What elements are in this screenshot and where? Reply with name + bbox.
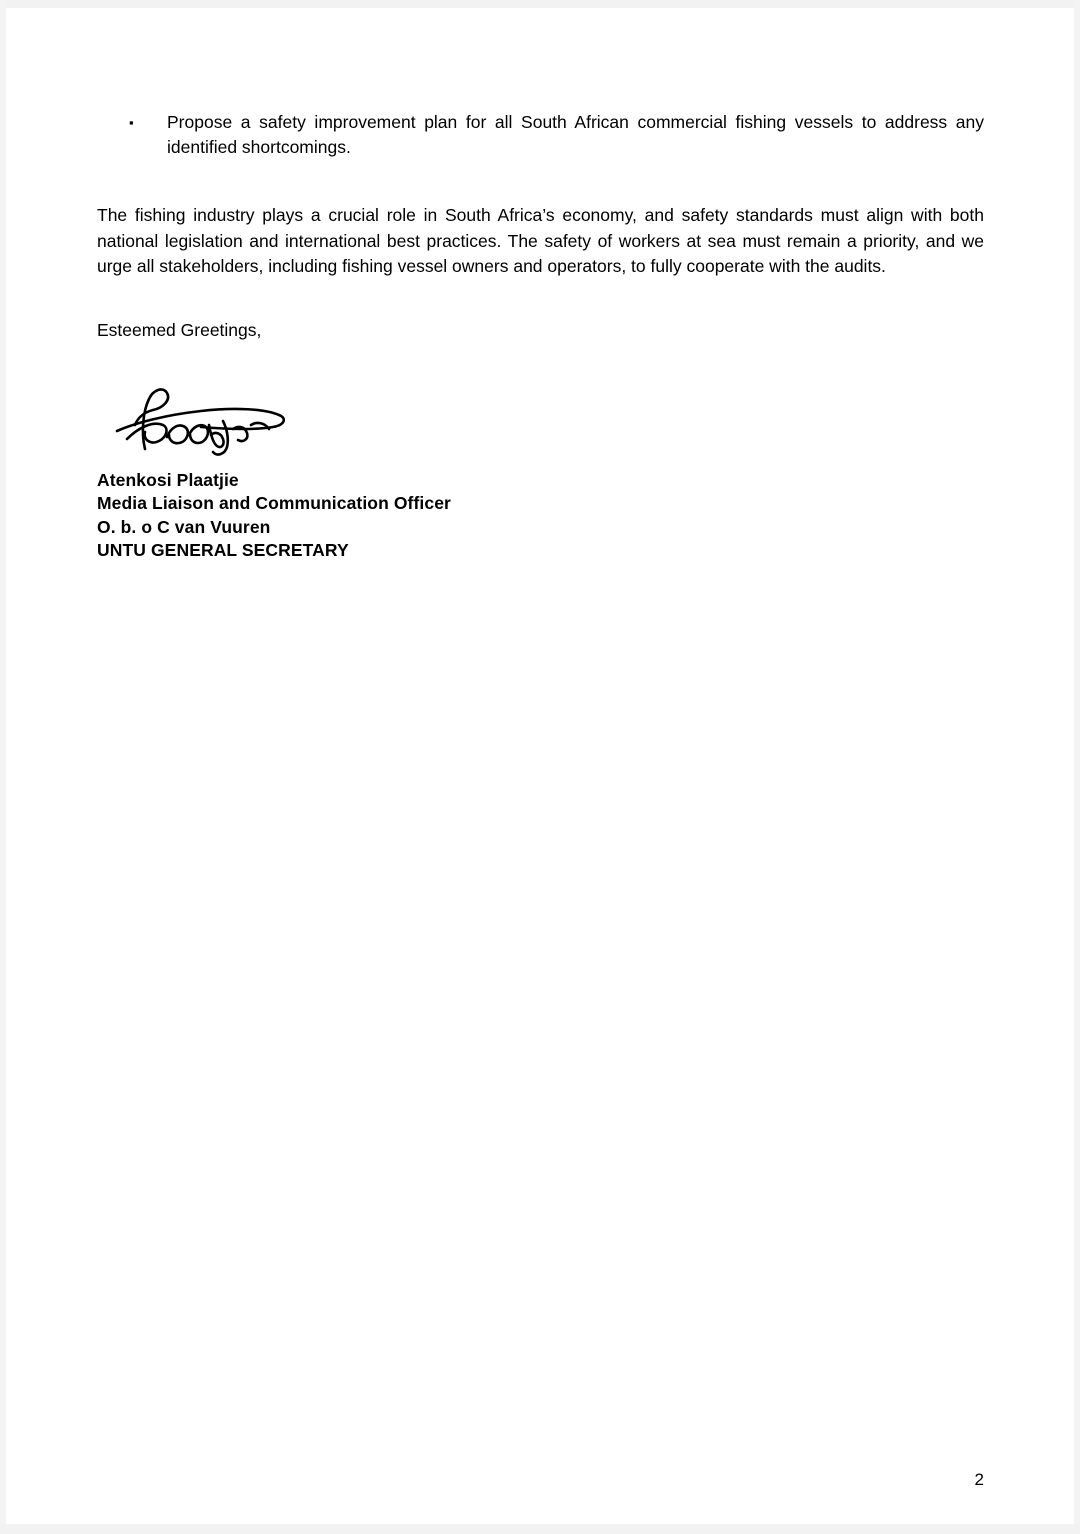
page-number: 2 bbox=[974, 1470, 984, 1489]
handwritten-signature-icon bbox=[105, 377, 325, 462]
page-bottom-edge bbox=[0, 1524, 1080, 1534]
signature-image bbox=[97, 377, 984, 469]
page-right-edge bbox=[1074, 0, 1080, 1534]
signer-principal-title: UNTU GENERAL SECRETARY bbox=[97, 540, 349, 560]
document-content bbox=[97, 110, 984, 563]
signer-on-behalf-of: O. b. o C van Vuuren bbox=[97, 516, 271, 537]
signer-title: Media Liaison and Communication Officer bbox=[97, 493, 451, 513]
list-item-text: Propose a safety improvement plan for all South African commercial fishing vessels to address any identified shortcomings. bbox=[167, 112, 984, 157]
bullet-list bbox=[97, 110, 984, 160]
square-bullet-icon: ▪ bbox=[129, 115, 134, 130]
page-top-edge bbox=[0, 0, 1080, 8]
signature-details bbox=[97, 469, 984, 563]
page-left-edge bbox=[0, 0, 6, 1534]
body-paragraph: The fishing industry plays a crucial role in South Africa’s economy, and safety standards must align with both national legislation and international best practices. The safety of workers at sea must remain a priority, and we urge all stakeholders, including fishing vessel owners and operators, to fully cooperate with the audits. bbox=[97, 205, 984, 276]
list-item bbox=[97, 110, 984, 160]
greeting-line: Esteemed Greetings, bbox=[97, 319, 262, 340]
signer-name: Atenkosi Plaatjie bbox=[97, 469, 239, 490]
